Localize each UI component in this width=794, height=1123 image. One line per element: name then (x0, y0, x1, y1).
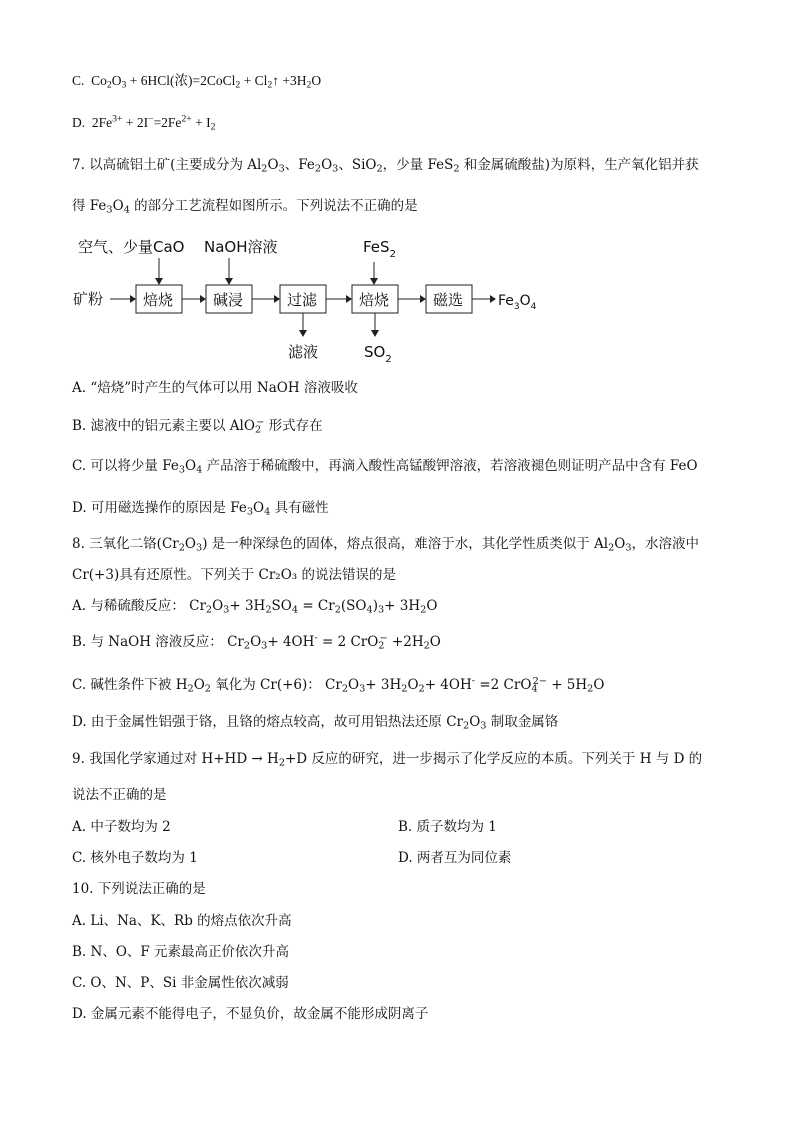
q8-option-d: D. 由于金属性铝强于铬，且铬的熔点较高，故可用铝热法还原 $Cr_2O_3$ 制取金属铬 (72, 714, 559, 732)
q8-stem-line1: 8. 三氧化二铬$(Cr_2O_3)$ 是一种深绿色的固体，熔点很高，难溶于水，其化学性质类似于 $Al_2O_3$，水溶液中 (72, 536, 700, 554)
arrowhead-reagent3 (370, 278, 378, 285)
q6-option-c: C. $Co_2O_3 + 6HCl$(浓)=2CoCl$_2$ + $Cl_2↑ +3H_2O$ (72, 73, 322, 91)
q6-option-d: D. $2Fe^{3+} + 2I^-=2Fe^{2+} + I_2$ (72, 113, 216, 133)
q10-option-b: B. N、O、F 元素最高正价依次升高 (72, 944, 290, 960)
q7-option-a: A. “焙烧”时产生的气体可以用 NaOH 溶液吸收 (72, 380, 358, 396)
step-filter-label: 过滤 (287, 291, 318, 309)
q9-stem-line1: 9. 我国化学家通过对 $H+HD \to H_2+D$ 反应的研究，进一步揭示了化学反应的本质。下列关于 H 与 D 的 (72, 751, 703, 769)
step-magnetic-label: 磁选 (433, 291, 464, 309)
reagent-fes2: FeS$_2$ (363, 238, 396, 260)
q9-option-c: C. 核外电子数均为 1 (72, 850, 198, 866)
q9-option-a: A. 中子数均为 2 (72, 819, 171, 835)
q8-option-a: A. 与稀硫酸反应： $Cr_2O_3+ 3H_2SO_4 = Cr_2(SO_4)_3+ 3H_2O$ (72, 598, 438, 616)
input-ore-powder: 矿粉 (73, 290, 104, 308)
q10-option-c: C. O、N、P、Si 非金属性依次减弱 (72, 975, 289, 991)
arrowhead-reagent1 (155, 278, 163, 285)
q7-stem-line2: 得 $Fe_3O_4$ 的部分工艺流程如图所示。下列说法不正确的是 (72, 198, 418, 216)
reagent-air-cao: 空气、少量CaO (78, 238, 185, 256)
q9-stem-line2: 说法不正确的是 (72, 787, 167, 803)
step-alkali-leach-label: 碱浸 (213, 291, 244, 309)
arrowhead-reagent2 (225, 278, 233, 285)
reagent-naoh: NaOH溶液 (204, 238, 278, 256)
step-roast-2-label: 焙烧 (359, 291, 390, 309)
q10-option-a: A. Li、Na、K、Rb 的熔点依次升高 (72, 913, 292, 929)
q7-option-d: D. 可用磁选操作的原因是 $Fe_3O_4$ 具有磁性 (72, 500, 329, 518)
product-fe3o4: $Fe_3O_4$ (498, 293, 537, 312)
q8-option-c: C. 碱性条件下被 $H_2O_2$ 氧化为 Cr(+6)： $Cr_2O_3+ 3H_2O_2+ 4OH^- =2$ $CrO_4^{2-} + 5H_2O$ (72, 675, 605, 695)
q7-option-b: B. 滤液中的铝元素主要以 AlO$_2$− 形式存在 (72, 416, 323, 436)
q7-option-c: C. 可以将少量 $Fe_3O_4$ 产品溶于稀硫酸中，再滴入酸性高锰酸钾溶液，若溶液褪色则证明产品中含有 FeO (72, 458, 698, 476)
q9-option-d: D. 两者互为同位素 (398, 850, 512, 866)
q10-stem: 10. 下列说法正确的是 (72, 881, 206, 897)
q10-option-d: D. 金属元素不能得电子，不显负价，故金属不能形成阴离子 (72, 1006, 429, 1022)
byproduct-so2: $SO_2$ (364, 343, 392, 365)
byproduct-filtrate: 滤液 (288, 343, 319, 361)
step-roast-1-label: 焙烧 (143, 291, 174, 309)
q7-stem-line1: 7. 以高硫铝土矿(主要成分为 $Al_2O_3$、$Fe_2O_3$、SiO$_2$，少量 FeS$_2$ 和金属硫酸盐)为原料，生产氧化铝并获 (72, 157, 699, 175)
q9-option-b: B. 质子数均为 1 (398, 819, 497, 835)
process-flow-diagram (70, 228, 550, 368)
q8-option-b: B. 与 NaOH 溶液反应： $Cr_2O_3+ 4OH^- = 2$ $CrO_2^- +2H_2O$ (72, 632, 441, 652)
q8-stem-line2: Cr(+3)具有还原性。下列关于 Cr₂O₃ 的说法错误的是 (72, 567, 396, 583)
